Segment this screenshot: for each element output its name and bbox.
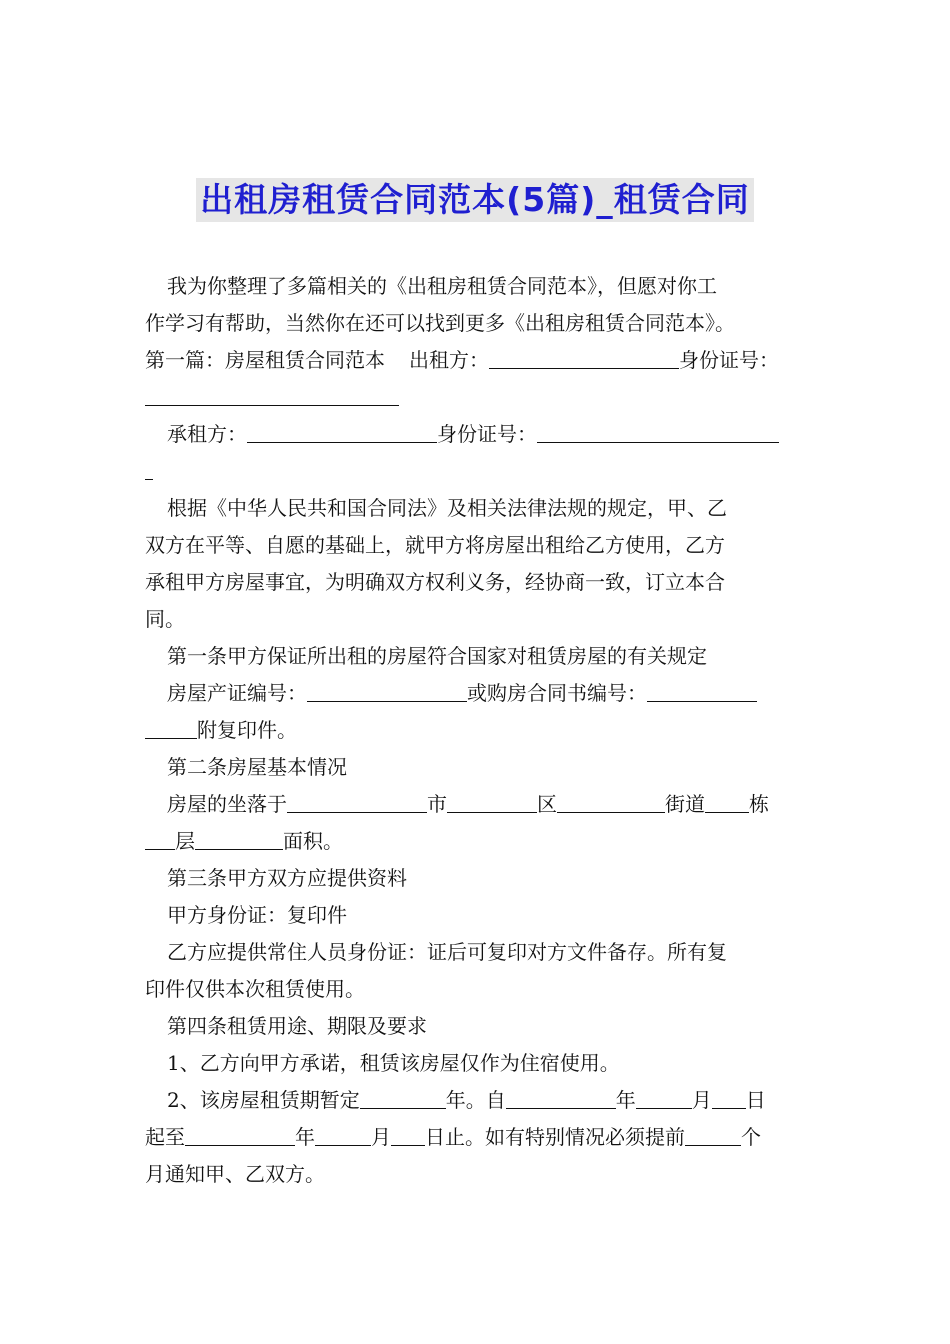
item2-from: 起至 [145,1125,185,1149]
item-2-line-1 [145,1082,817,1119]
item2-a: 2、该房屋租赁期暂定 [167,1088,360,1112]
loc-blank-5 [145,829,175,850]
item2-m2: 月 [371,1125,391,1149]
cert-blank [307,681,467,702]
contract-blank [647,681,757,702]
loc-street: 街道 [665,792,705,816]
item2-m: 月 [691,1088,712,1112]
lessee-label: 承租方： [167,422,247,446]
lessee-blank [247,422,437,443]
notice-blank [685,1125,741,1146]
loc-district: 区 [537,792,557,816]
article1-line [145,342,817,379]
contract-blank-tail [145,718,197,739]
id-blank-line [145,379,817,416]
item2-unit: 个 [741,1125,761,1149]
start-month-blank [636,1088,692,1109]
id-label-2: 身份证号： [437,422,537,446]
item2-y2: 年 [295,1125,315,1149]
lessor-blank [489,348,679,369]
cert-or-label: 或购房合同书编号： [467,681,647,705]
location-line [145,786,817,823]
loc-city: 市 [427,792,447,816]
loc-building: 栋 [749,792,769,816]
clause2-title: 第二条房屋基本情况 [167,755,347,779]
intro-line-2: 作学习有帮助，当然你在还可以找到更多《出租房租赁合同范本》。 [145,311,735,335]
basis-line-1: 根据《中华人民共和国合同法》及相关法律法规的规定，甲、乙 [167,496,727,520]
end-month-blank [315,1125,371,1146]
lessor-id-blank [145,385,399,406]
party-b-docs-2: 印件仅供本次租赁使用。 [145,977,365,1001]
item2-d: 日 [745,1088,766,1112]
lessee-id-continued [145,453,817,490]
lessee-id-blank-tail [145,459,153,480]
loc-blank-1 [287,792,427,813]
item2-y: 年 [615,1088,636,1112]
lessor-label: 出租方： [409,348,489,372]
party-b-docs-1: 乙方应提供常住人员身份证：证后可复印对方文件备存。所有复 [167,940,727,964]
end-year-blank [185,1125,295,1146]
item2-end: 日止。如有特别情况必须提前 [425,1125,685,1149]
document-body [145,268,817,1193]
loc-blank-2 [447,792,537,813]
cert-label: 房屋产证编号： [167,681,307,705]
term-blank [360,1088,446,1109]
item-2-line-2 [145,1119,817,1156]
loc-blank-4 [705,792,749,813]
lessee-line [145,416,817,453]
location-line-2 [145,823,817,860]
lessee-id-blank [537,422,779,443]
id-label: 身份证号： [679,348,779,372]
clause1-title: 第一条甲方保证所出租的房屋符合国家对租赁房屋的有关规定 [167,644,707,668]
basis-line-2: 双方在平等、自愿的基础上，就甲方将房屋出租给乙方使用，乙方 [145,533,725,557]
intro-line-1: 我为你整理了多篇相关的《出租房租赁合同范本》，但愿对你工 [167,274,717,298]
item-2-line-3: 月通知甲、乙双方。 [145,1162,325,1186]
loc-area: 面积。 [283,829,343,853]
cert-attach-line [145,712,817,749]
loc-blank-3 [557,792,665,813]
start-year-blank [506,1088,616,1109]
end-day-blank [391,1125,425,1146]
item-1: 1、乙方向甲方承诺，租赁该房屋仅作为住宿使用。 [167,1051,620,1075]
item2-year: 年。自 [445,1088,506,1112]
clause3-title: 第三条甲方双方应提供资料 [167,866,407,890]
party-a-docs: 甲方身份证：复印件 [167,903,347,927]
loc-label: 房屋的坐落于 [167,792,287,816]
cert-attach: 附复印件。 [197,718,297,742]
title-container [0,178,950,222]
start-day-blank [712,1088,746,1109]
article1-label: 第一篇：房屋租赁合同范本 [145,348,385,372]
loc-floor: 层 [175,829,195,853]
basis-line-3: 承租甲方房屋事宜，为明确双方权利义务，经协商一致，订立本合 [145,570,725,594]
cert-line [145,675,817,712]
loc-blank-6 [195,829,283,850]
clause4-title: 第四条租赁用途、期限及要求 [167,1014,427,1038]
document-title: 出租房租赁合同范本(5篇)_租赁合同 [196,178,754,222]
basis-line-4: 同。 [145,607,185,631]
